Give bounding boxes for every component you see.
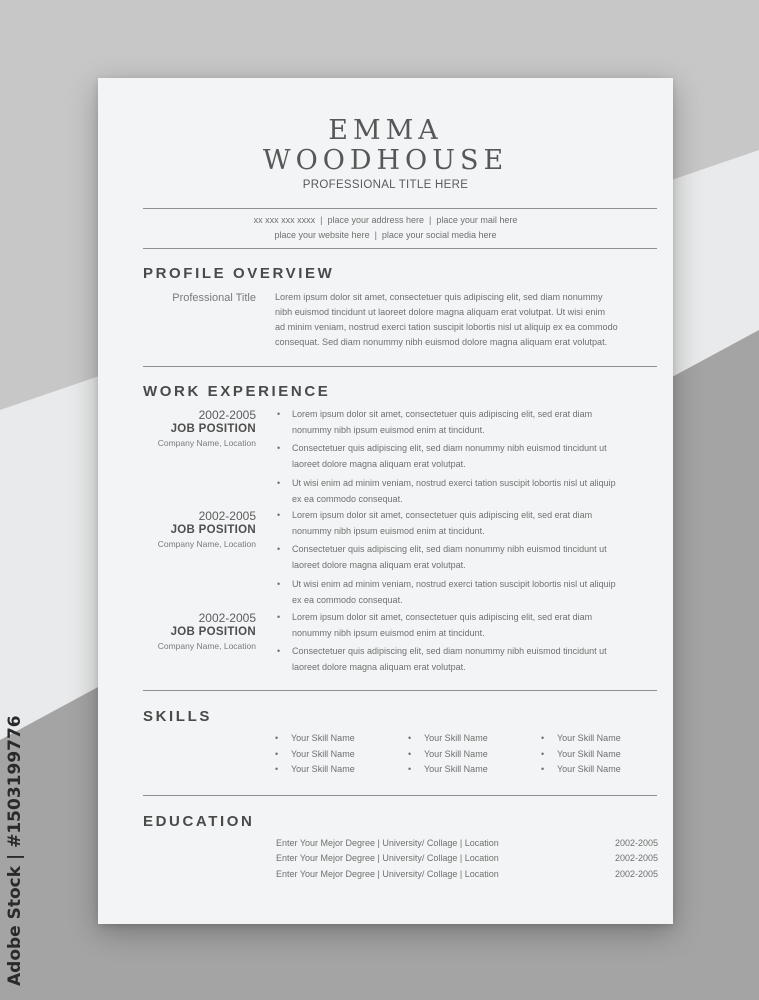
job-years: 2002-2005 (198, 611, 256, 625)
job-years: 2002-2005 (198, 509, 256, 523)
job-meta (158, 611, 256, 653)
skills-column (541, 731, 621, 778)
list-item: • Your Skill Name (408, 764, 488, 774)
stock-watermark: Adobe Stock | #1503199776 (5, 715, 25, 986)
list-item: • Your Skill Name (275, 733, 355, 743)
list-item: • Your Skill Name (408, 748, 488, 759)
divider (143, 208, 657, 209)
job-position: JOB POSITION (170, 524, 256, 536)
list-item: • Lorem ipsum dolor sit amet, consectetuer quis adipiscing elit, sed erat diam nonummy nibh ipsum euismod enim at tincidunt. (277, 510, 593, 536)
list-item: • Your Skill Name (408, 733, 488, 743)
list-item: • Lorem ipsum dolor sit amet, consectetuer quis adipiscing elit, sed erat diam nonummy nibh ipsum euismod enim at tincidunt. (277, 409, 593, 435)
list-item: • Your Skill Name (541, 733, 621, 743)
profile-heading: PROFILE OVERVIEW (143, 265, 335, 282)
education-years: 2002-2005 (614, 853, 658, 863)
divider (143, 366, 657, 367)
job-years: 2002-2005 (198, 408, 256, 422)
job-bullets (275, 406, 665, 509)
phone: xx xxx xxx xxxx (253, 215, 316, 225)
education-degree: Enter Your Mejor Degree | University/ Collage | Location (276, 853, 499, 863)
job-bullets (275, 507, 665, 610)
job-company: Company Name, Location (157, 438, 256, 448)
professional-title: PROFESSIONAL TITLE HERE (302, 179, 469, 191)
job-company: Company Name, Location (157, 539, 256, 549)
list-item: • Consectetuer quis adipiscing elit, sed diam nonummy nibh euismod tincidunt ut laoreet dolore magna aliquam erat volutpat. (277, 544, 607, 571)
list-item: • Ut wisi enim ad minim veniam, nostrud exerci tation suscipit lobortis nisl ut aliquip ex ea commodo consequat. (277, 578, 616, 605)
skills-heading: SKILLS (143, 708, 212, 725)
list-item: • Ut wisi enim ad minim veniam, nostrud exerci tation suscipit lobortis nisl ut aliquip ex ea commodo consequat. (277, 477, 616, 504)
list-item: • Your Skill Name (275, 748, 355, 759)
website: place your website here (274, 230, 370, 240)
divider (143, 795, 657, 796)
job-company: Company Name, Location (157, 641, 256, 651)
education-row (276, 867, 658, 883)
profile-label: Professional Title (172, 292, 256, 304)
job-bullets (275, 609, 665, 678)
job-meta (158, 408, 256, 450)
education-heading: EDUCATION (143, 813, 255, 830)
job-position: JOB POSITION (170, 423, 256, 435)
mail: place your mail here (436, 215, 518, 225)
list-item: • Lorem ipsum dolor sit amet, consectetuer quis adipiscing elit, sed erat diam nonummy nibh ipsum euismod enim at tincidunt. (277, 612, 593, 638)
list-item: • Consectetuer quis adipiscing elit, sed diam nonummy nibh euismod tincidunt ut laoreet dolore magna aliquam erat volutpat. (277, 646, 607, 673)
education-degree: Enter Your Mejor Degree | University/ Collage | Location (276, 869, 499, 879)
social-media: place your social media here (381, 230, 497, 240)
education-degree: Enter Your Mejor Degree | University/ Collage | Location (276, 838, 499, 848)
job-meta (158, 509, 256, 551)
contact-line-2: place your website here | place your social media here (274, 230, 497, 240)
divider (143, 690, 657, 691)
skills-column (408, 731, 488, 778)
address: place your address here (327, 215, 425, 225)
contact-line-1: xx xxx xxx xxxx | place your address here | place your mail here (253, 215, 518, 225)
profile-text: Lorem ipsum dolor sit amet, consectetuer quis adipiscing elit, sed diam nonummy nibh euismod tincidunt ut laoreet dolore magna aliquam erat volutpat. Ut wisi enim ad minim veniam, nostrud exerci tation suscipit lobortis nisl ut aliquip ex ea commodo consequat. Sed diam nonummy nibh euismod dolore magna aliquam erat volutpat. (275, 292, 618, 347)
divider (143, 248, 657, 249)
list-item: • Your Skill Name (541, 764, 621, 774)
education-row (276, 836, 658, 852)
last-name: WOODHOUSE (262, 145, 509, 176)
education-years: 2002-2005 (614, 838, 658, 848)
resume-page (98, 78, 673, 924)
education-years: 2002-2005 (614, 869, 658, 879)
list-item: • Consectetuer quis adipiscing elit, sed diam nonummy nibh euismod tincidunt ut laoreet dolore magna aliquam erat volutpat. (277, 443, 607, 470)
list-item: • Your Skill Name (275, 764, 355, 774)
experience-heading: WORK EXPERIENCE (143, 383, 331, 400)
job-position: JOB POSITION (170, 626, 256, 638)
list-item: • Your Skill Name (541, 748, 621, 759)
first-name: EMMA (328, 115, 443, 146)
education-row (276, 851, 658, 867)
skills-column (275, 731, 355, 778)
